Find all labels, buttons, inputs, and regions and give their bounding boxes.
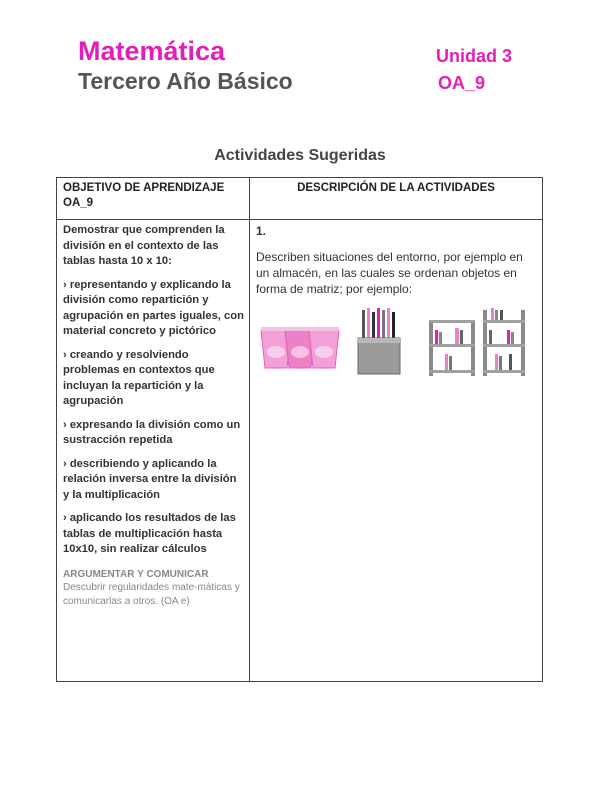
bookshelf-icon: [429, 308, 525, 376]
grade-title: Tercero Año Básico: [78, 68, 293, 94]
activity-illustration: [259, 308, 529, 378]
oa-label: OA_9: [438, 73, 486, 93]
subject-title: Matemática: [78, 36, 226, 66]
objective-item-1: › representando y explicando la división como repartición y agrupación en partes iguales, con material concreto y pictórico: [63, 278, 244, 337]
activity-number: 1.: [256, 224, 267, 238]
activities-table: [56, 177, 543, 682]
objective-column-header: OBJETIVO DE APRENDIZAJE OA_9: [63, 182, 225, 209]
column-divider: [249, 178, 250, 681]
objective-item-5: › aplicando los resultados de las tablas de multiplicación hasta 10x10, sin realizar cálculos: [63, 512, 236, 555]
section-title: Actividades Sugeridas: [214, 147, 386, 164]
skill-text: Descubrir regularidades mate-máticas y comunicarlas a otros. (OA e): [63, 582, 240, 607]
unit-label: Unidad 3: [436, 46, 513, 66]
objective-item-2: › creando y resolviendo problemas en contextos que incluyan la repartición y la agrupación: [63, 348, 215, 407]
skill-box: [63, 568, 245, 609]
description-column: [256, 223, 536, 297]
objective-intro: Demostrar que comprenden la división en el contexto de las tablas hasta 10 x 10:: [63, 224, 225, 267]
description-column-header: DESCRIPCIÓN DE LA ACTIVIDADES: [297, 182, 495, 194]
skill-title: ARGUMENTAR Y COMUNICAR: [63, 568, 209, 580]
pencil-cup-icon: [358, 308, 400, 374]
pink-containers-icon: [261, 327, 339, 368]
objective-item-3: › expresando la división como un sustracción repetida: [63, 418, 241, 446]
objective-item-4: › describiendo y aplicando la relación inversa entre la división y la multiplicación: [63, 457, 237, 501]
header-divider: [57, 219, 542, 220]
activity-description: Describen situaciones del entorno, por ejemplo en un almacén, en las cuales se ordenan objetos en forma de matriz; por ejemplo:: [256, 250, 523, 296]
objective-column: [63, 223, 245, 608]
